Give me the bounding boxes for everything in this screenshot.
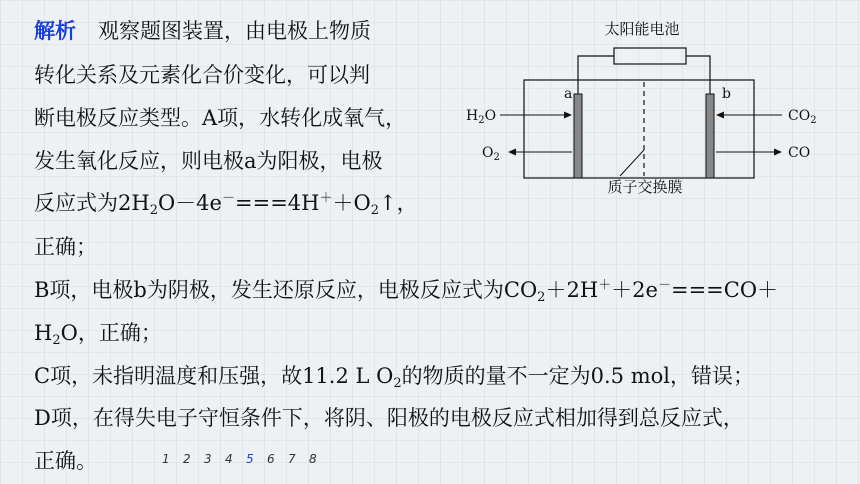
superscript: － [221, 191, 235, 206]
text-line-5 [34, 189, 418, 217]
label-h2o: $H_2O$ [466, 108, 497, 126]
label-o2: $O_2$ [482, 145, 500, 163]
membrane-pointer [620, 150, 644, 176]
text-line-4 [34, 147, 383, 175]
page-link-6[interactable]: 6 [267, 452, 275, 466]
electrolysis-cell [524, 80, 754, 178]
text-line-11 [34, 447, 97, 475]
text-segment: ＋O [332, 191, 371, 215]
battery-label: 太阳能电池 [604, 20, 680, 38]
battery-icon [614, 48, 686, 64]
text-segment: 观察题图装置，由电极上物质 [98, 19, 371, 43]
text-segment: ＋2H [545, 278, 599, 302]
text-segment: 反应式为2H [34, 191, 150, 215]
text-line-7 [34, 276, 778, 304]
electrode-a [574, 94, 582, 178]
page-link-7[interactable]: 7 [288, 452, 296, 466]
text-segment: 正确。 [34, 449, 97, 473]
text-segment: 断电极反应类型。A项，水转化成氧气， [34, 106, 407, 130]
superscript: ＋ [319, 191, 333, 206]
subscript: 2 [393, 376, 402, 391]
page-link-1[interactable]: 1 [162, 452, 170, 466]
text-line-8 [34, 319, 162, 347]
label-co2: $CO_2$ [788, 108, 817, 126]
text-line-6 [34, 233, 97, 261]
subscript: 2 [149, 203, 158, 218]
text-segment: 发生氧化反应，则电极a为阳极，电极 [34, 149, 383, 173]
wire-right [686, 56, 710, 96]
superscript: － [657, 278, 671, 293]
label-co: CO [788, 145, 811, 161]
text-segment: 的物质的量不一定为0.5 mol，错误； [401, 364, 754, 388]
page-navigator [162, 452, 330, 466]
page-link-3[interactable]: 3 [204, 452, 212, 466]
text-segment: ↑， [378, 191, 418, 215]
subscript: 2 [370, 203, 379, 218]
arrow-head [716, 112, 724, 119]
text-segment: C项，未指明温度和压强，故11.2 L O [34, 364, 394, 388]
membrane-label: 质子交换膜 [607, 178, 683, 196]
subscript: 2 [537, 290, 546, 305]
analysis-label: 解析 [34, 19, 76, 43]
text-segment: B项，电极b为阴极，发生还原反应，电极反应式为CO [34, 278, 538, 302]
superscript: ＋ [598, 278, 612, 293]
page-link-8[interactable]: 8 [309, 452, 317, 466]
text-segment: H [34, 321, 53, 345]
text-line-2 [34, 61, 370, 89]
arrow-head [564, 112, 572, 119]
subscript: 2 [52, 333, 61, 348]
text-segment: 转化关系及元素化合价变化，可以判 [34, 63, 370, 87]
page-link-5-current[interactable]: 5 [246, 452, 254, 466]
electrode-b-label: b [722, 86, 731, 102]
text-line-9 [34, 362, 754, 390]
wire-left [578, 56, 614, 96]
text-line-1 [34, 17, 371, 45]
page-link-2[interactable]: 2 [183, 452, 191, 466]
text-segment: 正确； [34, 235, 97, 259]
text-segment: ===4H [235, 191, 320, 215]
electrode-b [706, 94, 714, 178]
text-segment: O，正确； [60, 321, 162, 345]
electrolysis-diagram [460, 10, 840, 200]
page-link-4[interactable]: 4 [225, 452, 233, 466]
arrow-head [774, 149, 782, 156]
text-line-10 [34, 404, 744, 432]
electrode-a-label: a [564, 86, 573, 102]
text-segment: ＋2e [611, 278, 658, 302]
arrow-head [508, 149, 516, 156]
text-segment: D项，在得失电子守恒条件下，将阴、阳极的电极反应式相加得到总反应式， [34, 406, 744, 430]
text-segment: ===CO＋ [670, 278, 779, 302]
text-segment: O－4e [157, 191, 222, 215]
text-line-3 [34, 104, 406, 132]
